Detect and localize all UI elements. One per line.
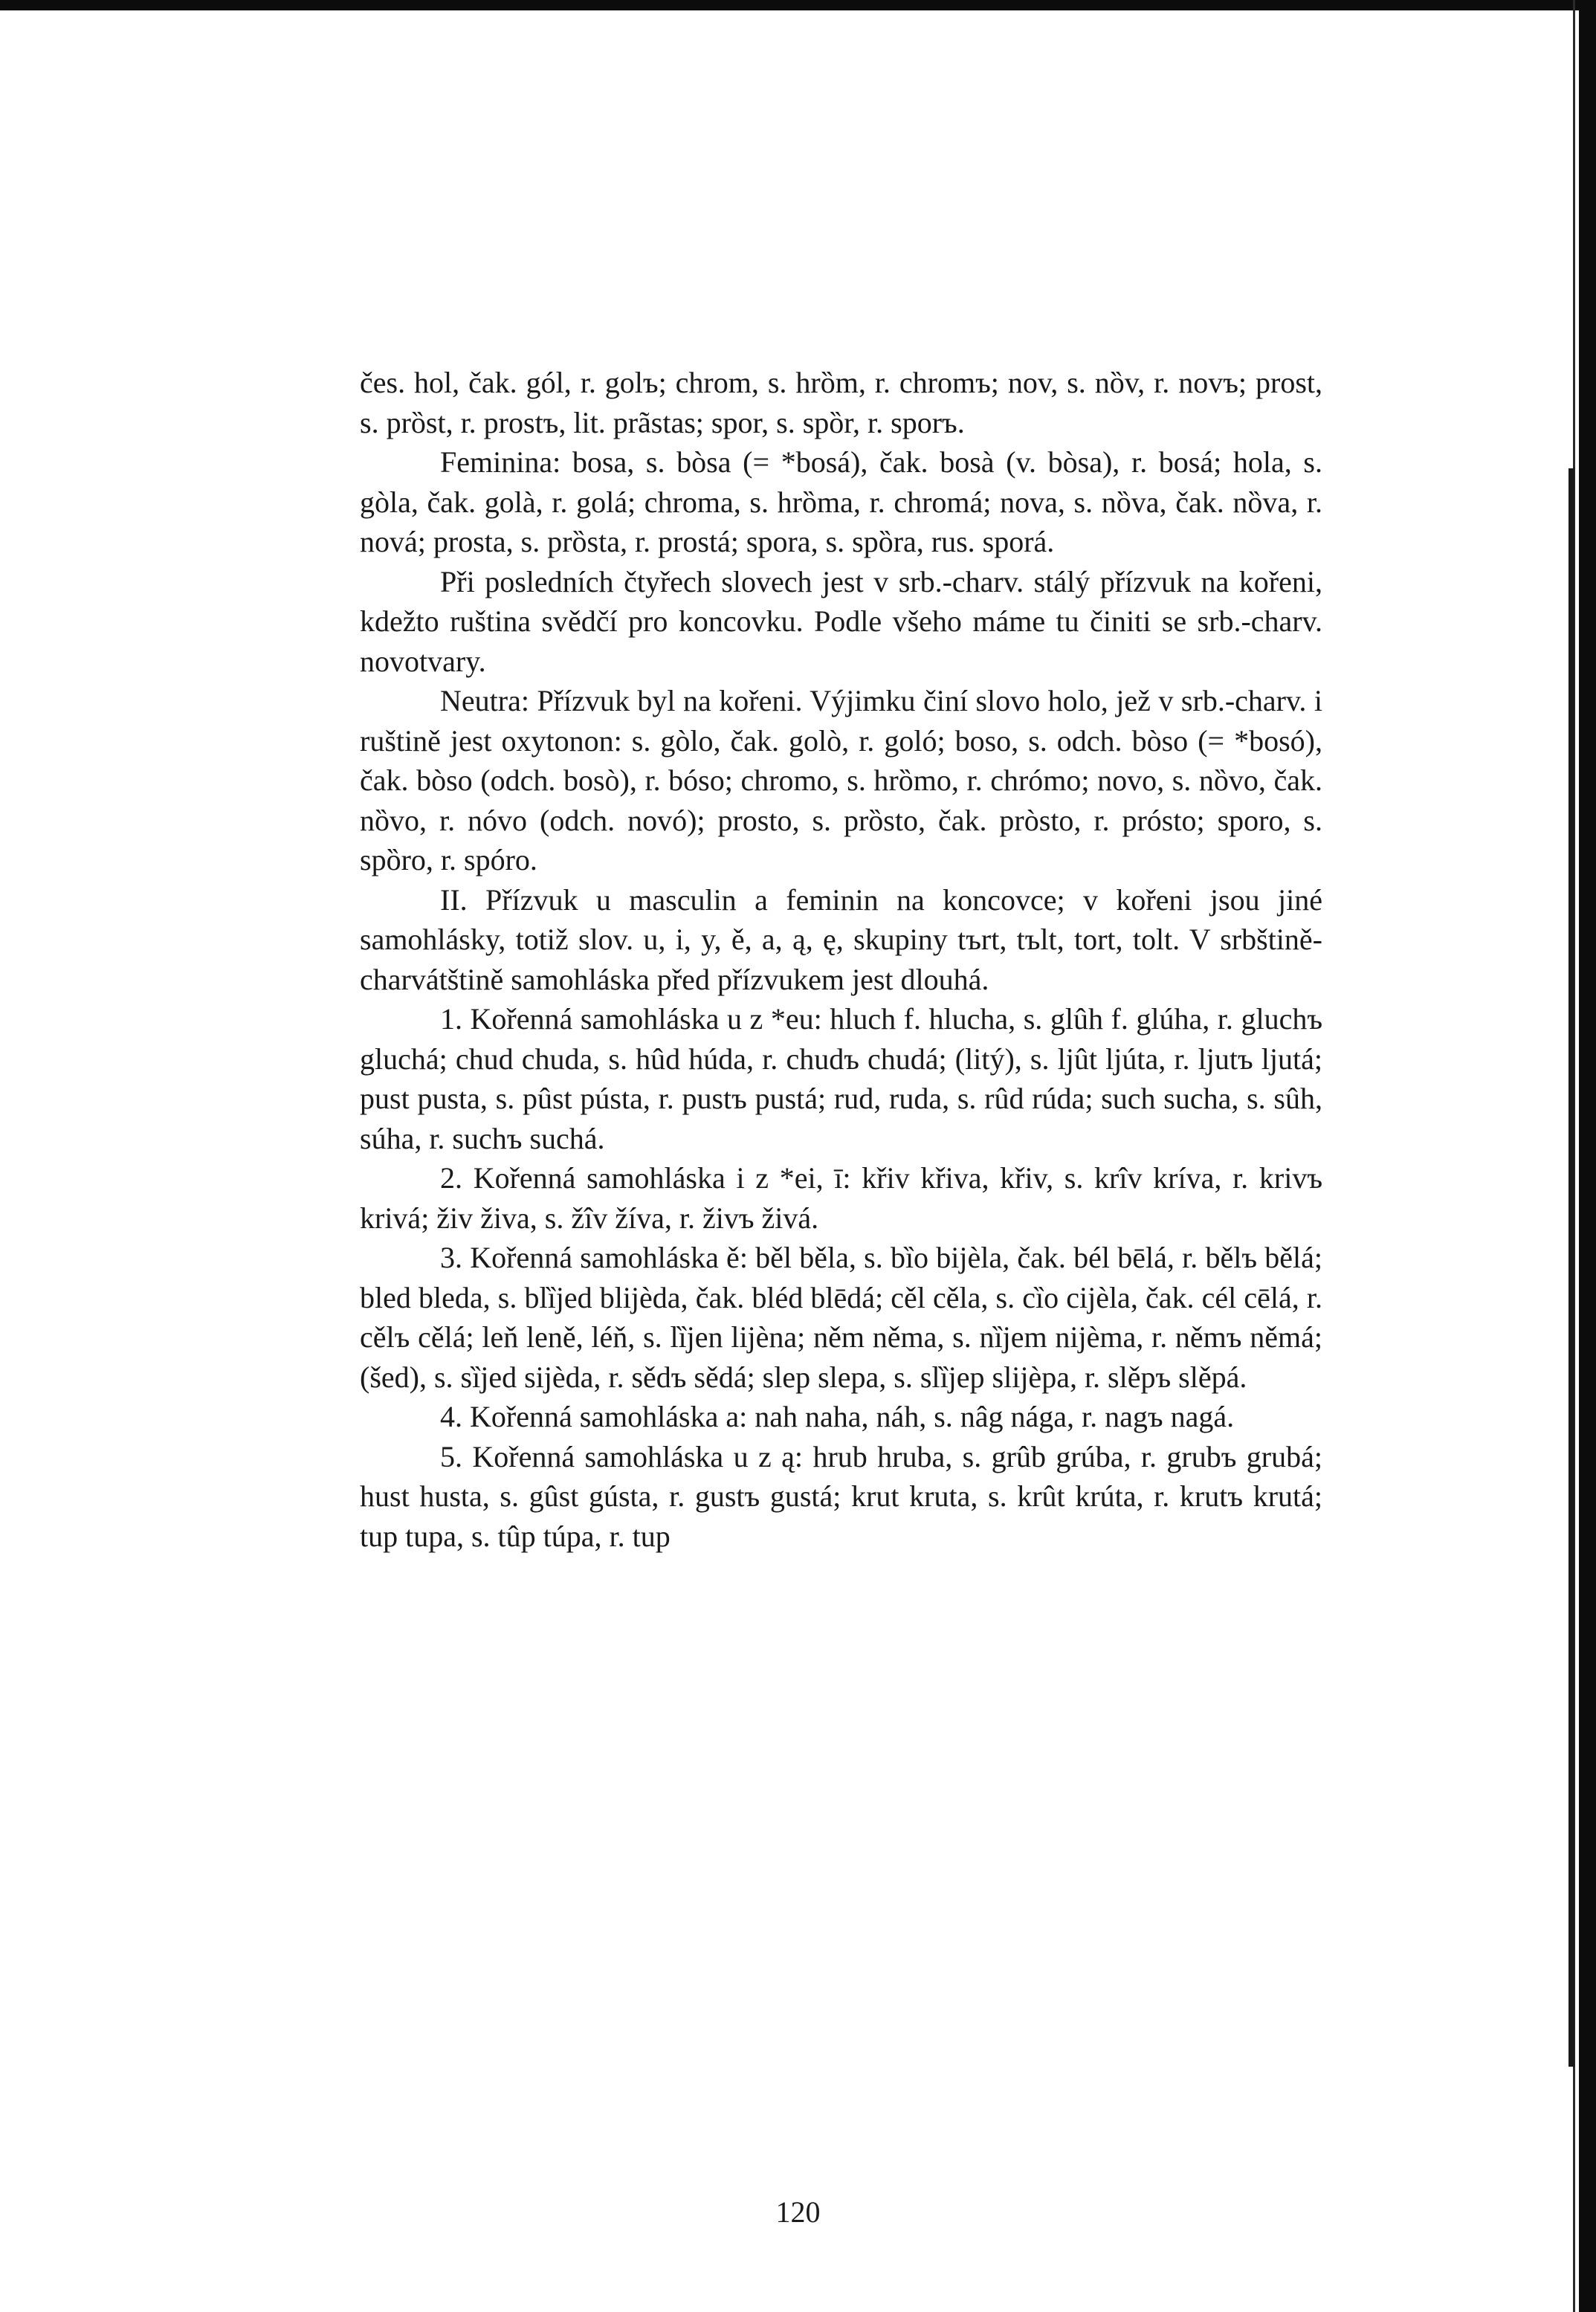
paragraph-item-2: 2. Kořenná samohláska i z *ei, ī: křiv křiva, křiv, s. krîv kríva, r. krivъ krivá; živ živa, s. žîv žíva, r. živъ živá. [360,1161,1322,1235]
scan-border-right [1579,0,1596,2312]
paragraph-item-4: 4. Kořenná samohláska a: nah naha, náh, s. nâg nága, r. nagъ nagá. [440,1400,1235,1433]
paragraph-neutra: Neutra: Přízvuk byl na kořeni. Výjimku činí slovo holo, jež v srb.-charv. i ruštině jest oxytonon: s. gòlo, čak. golò, r. goló; boso, s. odch. bòso (= *bosó), čak. bòso (odch. bosò), r. bóso; chromo, s. hrȍmo, r. chrómo; novo, s. nȍvo, čak. nȍvo, r. nóvo (odch. novó); prosto, s. prȍsto, čak. pròsto, r. prósto; sporo, s. spȍro, r. spóro. [360,684,1322,876]
page-number: 120 [775,2195,821,2229]
page-body [360,363,1322,1556]
paragraph-item-3: 3. Kořenná samohláska ě: běl běla, s. bȉo bijèla, čak. bél bēlá, r. bělъ bělá; bled bleda, s. blȉjed blijèda, čak. bléd blēdá; cěl cěla, s. cȉo cijèla, čak. cél cēlá, r. cělъ cělá; leň leně, léň, s. lȉjen lijèna; něm něma, s. nȉjem nijèma, r. němъ němá; (šed), s. sȉjed sijèda, r. sědъ sědá; slep slepa, s. slȉjep slijèpa, r. slěpъ slěpá. [360,1241,1322,1394]
paragraph-section-ii: II. Přízvuk u masculin a feminin na koncovce; v kořeni jsou jiné samohlásky, totiž slov. u, i, y, ě, a, ą, ę, skupiny tъrt, tъlt, tort, tolt. V srbštině-charvátštině samohláska před přízvukem jest dlouhá. [360,882,1322,996]
scan-border-top [0,0,1596,10]
paragraph-1: čes. hol, čak. gól, r. golъ; chrom, s. hrȍm, r. chromъ; nov, s. nȍv, r. novъ; prost, s. prȍst, r. prostъ, lit. prãstas; spor, s. spȍr, r. sporъ. [360,366,1322,439]
paragraph-item-5: 5. Kořenná samohláska u z ą: hrub hruba, s. grûb grúba, r. grubъ grubá; hust husta, s. gûst gústa, r. gustъ gustá; krut kruta, s. krût krúta, r. krutъ krutá; tup tupa, s. tûp túpa, r. tup [360,1439,1322,1553]
paragraph-note: Při posledních čtyřech slovech jest v srb.-charv. stálý přízvuk na kořeni, kdežto ruština svědčí pro koncovku. Podle všeho máme tu činiti se srb.-charv. novotvary. [360,564,1322,678]
paragraph-item-1: 1. Kořenná samohláska u z *eu: hluch f. hlucha, s. glûh f. glúha, r. gluchъ gluchá; chud chuda, s. hûd húda, r. chudъ chudá; (litý), s. ljût ljúta, r. ljutъ ljutá; pust pusta, s. pûst pústa, r. pustъ pustá; rud, ruda, s. rûd rúda; such sucha, s. sûh, súha, r. suchъ suchá. [360,1002,1322,1155]
paragraph-feminina: Feminina: bosa, s. bòsa (= *bosá), čak. bosà (v. bòsa), r. bosá; hola, s. gòla, čak. golà, r. golá; chroma, s. hrȍma, r. chromá; nova, s. nȍva, čak. nȍva, r. nová; prosta, s. prȍsta, r. prostá; spora, s. spȍra, rus. sporá. [360,445,1322,558]
scan-binding-mark [1568,468,1574,2067]
